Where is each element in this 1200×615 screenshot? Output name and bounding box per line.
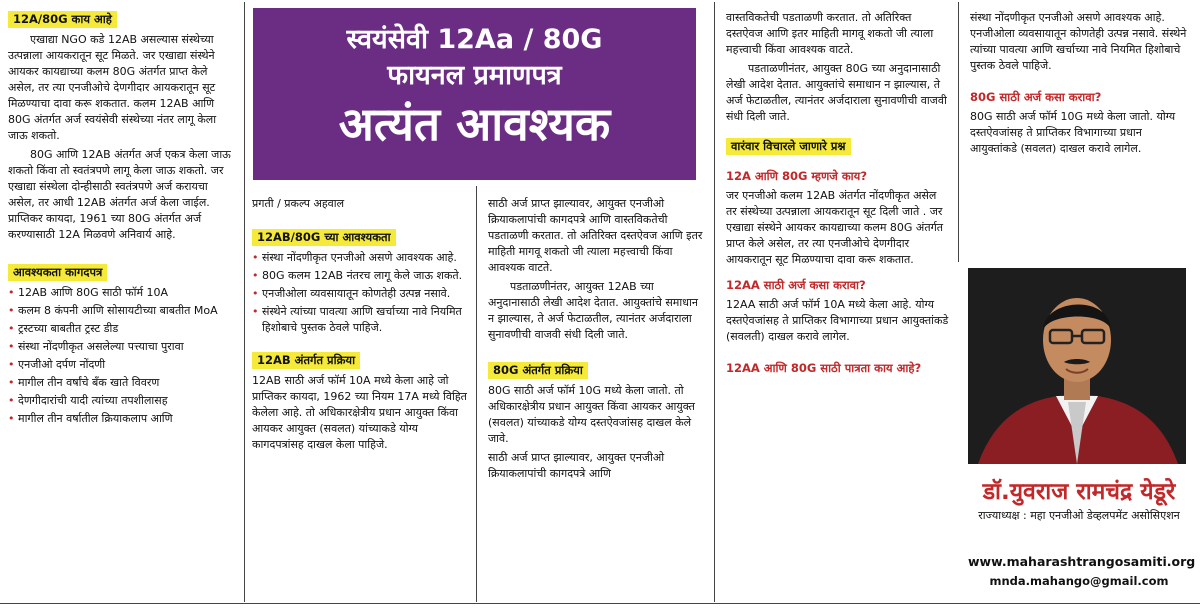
list-item: • एनजीओला व्यवसायातून कोणतेही उत्पन्न नसावे. <box>252 286 468 302</box>
headline-box <box>253 8 696 180</box>
list-item: • संस्था नोंदणीकृत एनजीओ असणे आवश्यक आहे. <box>252 250 468 266</box>
section-heading: 80G अंतर्गत प्रक्रिया <box>488 362 588 379</box>
headline-line-2: फायनल प्रमाणपत्र <box>387 60 562 91</box>
paragraph: एखाद्या NGO कडे 12AB असल्यास संस्थेच्या उत्पन्नाला आयकरातून सूट मिळते. जर एखाद्या संस्थेने आयकर कायद्याच्या कलम 80G अंतर्गत प्राप्त केले असेल, तर त्या एनजीओचे देणगीदार आयकरातून सूट मिळण्याचा दावा करू शकतात. कलम 12AB आणि 80G अंतर्गत अर्ज स्वयंसेवी संस्थेच्या नंतर लागू केला जाऊ शकतो. <box>8 33 217 142</box>
paragraph: 12AB साठी अर्ज फॉर्म 10A मध्ये केला आहे जो प्राप्तिकर कायदा, 1962 च्या नियम 17A मध्ये विहित केलेला आहे. तो अधिकारक्षेत्रीय प्रधान आयुक्त किंवा आयकर आयुक्त (सवलत) यांच्याकडे योग्य कागदपत्रांसह दाखल केला पाहिजे. <box>252 374 467 451</box>
paragraph: साठी अर्ज प्राप्त झाल्यावर, आयुक्त एनजीओ क्रियाकलापांची कागदपत्रे आणि वास्तविकतेची पडताळणी करतात. तो अतिरिक्त दस्तऐवज आणि इतर माहिती मागवू शकतो जी त्याला महत्त्वाची किंवा आवश्यक वाटते. <box>488 197 703 274</box>
section-heading: 12AB/80G च्या आवश्यकता <box>252 229 396 246</box>
faq-question: 12AA आणि 80G साठी पात्रता काय आहे? <box>726 361 922 375</box>
author-name: डॉ.युवराज रामचंद्र येडूरे <box>982 479 1176 505</box>
paragraph: पडताळणीनंतर, आयुक्त 80G च्या अनुदानासाठी लेखी आदेश देतात. आयुक्तांचे समाधान न झाल्यास, ते अर्ज फेटाळतील, त्यानंतर अर्जदाराला सुनावणीची वाजवी संधी दिली जाते. <box>726 62 947 123</box>
list-item: • एनजीओ दर्पण नोंदणी <box>8 357 236 373</box>
email-link[interactable]: mnda.mahango@gmail.com <box>989 574 1169 588</box>
faq-answer: 80G साठी अर्ज फॉर्म 10G मध्ये केला जातो. योग्य दस्तऐवजांसह ते प्राप्तिकर विभागाच्या प्रधान आयुक्तांकडे (सवलत) दाखल करावे लागेल. <box>970 110 1176 155</box>
paragraph: संस्था नोंदणीकृत एनजीओ असणे आवश्यक आहे. एनजीओला व्यवसायातून कोणतेही उत्पन्न नसावे. संस्थेने त्यांच्या पावत्या आणि खर्चाच्या नावे नियमित हिशोबाचे पुस्तक ठेवले पाहिजे. <box>970 11 1187 72</box>
author-role: राज्याध्यक्ष : महा एनजीओ डेव्हलपमेंट असोसिएशन <box>978 509 1180 522</box>
list-item: • कलम 8 कंपनी आणि सोसायटीच्या बाबतीत MoA <box>8 303 236 319</box>
column-divider <box>476 186 477 602</box>
column-2 <box>244 196 476 456</box>
list-item: • 80G कलम 12AB नंतरच लागू केले जाऊ शकते. <box>252 268 468 284</box>
column-divider <box>958 2 959 262</box>
section-heading: आवश्यकता कागदपत्र <box>8 264 107 281</box>
column-3 <box>480 196 714 485</box>
faq-answer: जर एनजीओ कलम 12AB अंतर्गत नोंदणीकृत असेल तर संस्थेच्या उत्पन्नाला आयकरातून सूट दिली जाते . जर एखाद्या संस्थेने आयकर कायद्याच्या कलम 80G अंतर्गत प्राप्त केले असेल, तर त्या एनजीओचे देणगीदार आयकरातून सूट मिळण्याचा दावा करू शकतात. <box>726 189 944 266</box>
paragraph: 80G साठी अर्ज फॉर्म 10G मध्ये केला जातो. तो अधिकारक्षेत्रीय प्रधान आयुक्त किंवा आयकर आयुक्त (सवलत) यांच्याकडे योग्य दस्तऐवजांसह दाखल केले जावे. <box>488 384 695 445</box>
faq-question: 80G साठी अर्ज कसा करावा? <box>970 90 1102 104</box>
paragraph: साठी अर्ज प्राप्त झाल्यावर, आयुक्त एनजीओ क्रियाकलापांची कागदपत्रे आणि <box>488 451 665 480</box>
list-item: • देणगीदारांची यादी त्यांच्या तपशीलासह <box>8 393 236 409</box>
column-divider <box>714 2 715 602</box>
paragraph: प्रगती / प्रकल्प अहवाल <box>252 197 345 210</box>
paragraph: 80G आणि 12AB अंतर्गत अर्ज एकत्र केला जाऊ शकतो किंवा तो स्वतंत्रपणे लागू केला जाऊ शकतो. जर एखाद्या संस्थेला दोन्हीसाठी स्वतंत्रपणे अर्ज करायचा असेल, तर आधी 12AB अंतर्गत अर्ज केला जाईल. प्राप्तिकर कायदा, 1961 च्या 80G अंतर्गत अर्ज करण्यासाठी 12A मिळवणे अनिवार्य आहे. <box>8 148 231 241</box>
list-item: • संस्थेने त्यांच्या पावत्या आणि खर्चाच्या नावे नियमित हिशोबाचे पुस्तक ठेवले पाहिजे. <box>252 304 468 336</box>
website-link[interactable]: www.maharashtrangosamiti.org <box>968 554 1196 569</box>
column-5 <box>962 10 1200 160</box>
document-list <box>8 285 236 427</box>
section-heading: 12AB अंतर्गत प्रक्रिया <box>252 352 360 369</box>
section-heading: 12A/80G काय आहे <box>8 11 117 28</box>
list-item: • मागील तीन वर्षांचे बँक खाते विवरण <box>8 375 236 391</box>
portrait-illustration <box>968 268 1186 464</box>
faq-question: 12AA साठी अर्ज कसा करावा? <box>726 278 866 292</box>
list-item: • 12AB आणि 80G साठी फॉर्म 10A <box>8 285 236 301</box>
paragraph: वास्तविकतेची पडताळणी करतात. तो अतिरिक्त दस्तऐवज आणि इतर माहिती मागवू शकतो जी त्याला महत्त्वाची किंवा आवश्यक वाटते. <box>726 11 934 56</box>
section-heading: वारंवार विचारले जाणारे प्रश्न <box>726 138 851 155</box>
paragraph: पडताळणीनंतर, आयुक्त 12AB च्या अनुदानासाठी लेखी आदेश देतात. आयुक्तांचे समाधान न झाल्यास, ते अर्ज फेटाळतील, त्यानंतर अर्जदाराला सुनावणीची वाजवी संधी दिली जाते. <box>488 280 698 341</box>
faq-answer: 12AA साठी अर्ज फॉर्म 10A मध्ये केला आहे. योग्य दस्तऐवजांसह ते प्राप्तिकर विभागाच्या प्रधान आयुक्तांकडे (सवलती) दाखल करावे लागेल. <box>726 298 949 343</box>
list-item: • मागील तीन वर्षातील क्रियाकलाप आणि <box>8 411 236 427</box>
column-1 <box>0 8 244 429</box>
headline-line-1: स्वयंसेवी 12Aa / 80G <box>346 24 603 55</box>
list-item: • संस्था नोंदणीकृत असलेल्या पत्त्याचा पुरावा <box>8 339 236 355</box>
bottom-rule <box>0 603 1200 604</box>
headline-line-3: अत्यंत आवश्यक <box>338 97 611 151</box>
column-4 <box>718 10 958 380</box>
requirements-list <box>252 250 468 336</box>
author-photo <box>968 268 1186 464</box>
list-item: • ट्रस्टच्या बाबतीत ट्रस्ट डीड <box>8 321 236 337</box>
faq-question: 12A आणि 80G म्हणजे काय? <box>726 169 867 183</box>
